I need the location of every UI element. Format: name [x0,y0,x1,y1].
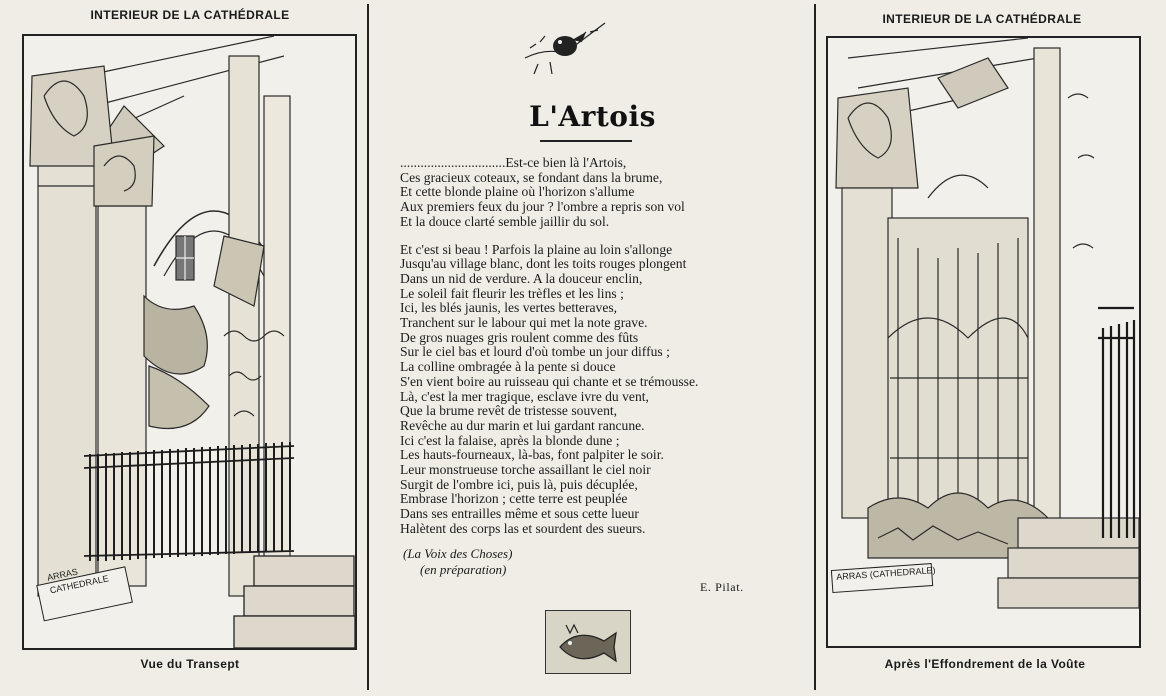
poem-line: Et c'est si beau ! Parfois la plaine au loin s'allonge [400,241,673,257]
poem-line: Leur monstrueuse torche assaillant le ciel noir [400,462,651,478]
poem-line: Que la brume revêt de tristesse souvent, [400,403,618,419]
left-panel-header: INTERIEUR DE LA CATHÉDRALE [90,8,290,22]
poem-line: Halètent des corps las et sourdent des sueurs. [400,520,646,536]
poem-line: Jusqu'au village blanc, dont les toits rouges plongent [400,256,687,272]
poem-line: Dans un nid de verdure. A la douceur enclin, [400,270,643,286]
poem-line: Sur le ciel bas et lourd d'où tombe un jour diffus ; [400,344,670,360]
poem-line: La colline ombragée à la pente si douce [400,359,616,375]
poem-line: Ici, les blés jaunis, les vertes betteraves, [400,300,618,316]
poem-line: S'en vient boire au ruisseau qui chante et se trémousse. [400,373,699,389]
fish-vignette [545,610,631,674]
poem-line: Embrase l'horizon ; cette terre est peuplée [400,491,628,507]
collapsed-vault-sketch [828,38,1139,646]
right-panel-header: INTERIEUR DE LA CATHÉDRALE [882,12,1082,26]
bird-vignette [520,18,610,80]
right-illustration [826,36,1141,648]
poem-body [400,156,800,537]
right-sketch-label: ARRAS (CATHEDRALE) [836,565,936,582]
poem-line: Ici c'est la falaise, après la blonde dune ; [400,432,620,448]
poem-author: E. Pilat. [700,580,744,594]
poem-line: Aux premiers feux du jour ? l'ombre a repris son vol [400,199,685,215]
poem-line: Les hauts-fourneaux, là-bas, font palpiter le soir. [400,447,664,463]
poem-line: Ces gracieux coteaux, se fondant dans la brume, [400,169,663,185]
poem-line: Là, c'est la mer tragique, esclave ivre du vent, [400,388,649,404]
transept-sketch [24,36,355,648]
column-rule-left [367,4,369,690]
left-illustration [22,34,357,650]
right-panel-footer: Après l'Effondrement de la Voûte [884,657,1086,671]
title-underline [540,140,632,142]
poem-line: Le soleil fait fleurir les trèfles et les lins ; [400,285,624,301]
column-rule-right [814,4,816,690]
poem-line: Dans ses entrailles même et sous cette lueur [400,506,639,522]
stanza-gap [400,230,800,243]
poem-line: De gros nuages gris roulent comme des fûts [400,329,639,345]
source-status: (en préparation) [420,562,507,577]
poem-line: Et cette blonde plaine où l'horizon s'allume [400,184,635,200]
poem-line: Et la douce clarté semble jaillir du sol. [400,213,610,229]
source-title: (La Voix des Choses) [403,546,513,561]
left-sketch-label: ARRAS CATHEDRALE [46,566,110,596]
poem-title: L'Artois [529,100,656,133]
poem-line: Tranchent sur le labour qui met la note grave. [400,315,648,331]
left-panel-footer: Vue du Transept [140,657,240,671]
poem-line: ...............................Est-ce bien là l'Artois, [400,155,627,170]
poem-line: Surgit de l'ombre ici, puis là, puis décuplée, [400,476,638,492]
poem-line: Revêche au dur marin et lui gardant rancune. [400,417,645,433]
